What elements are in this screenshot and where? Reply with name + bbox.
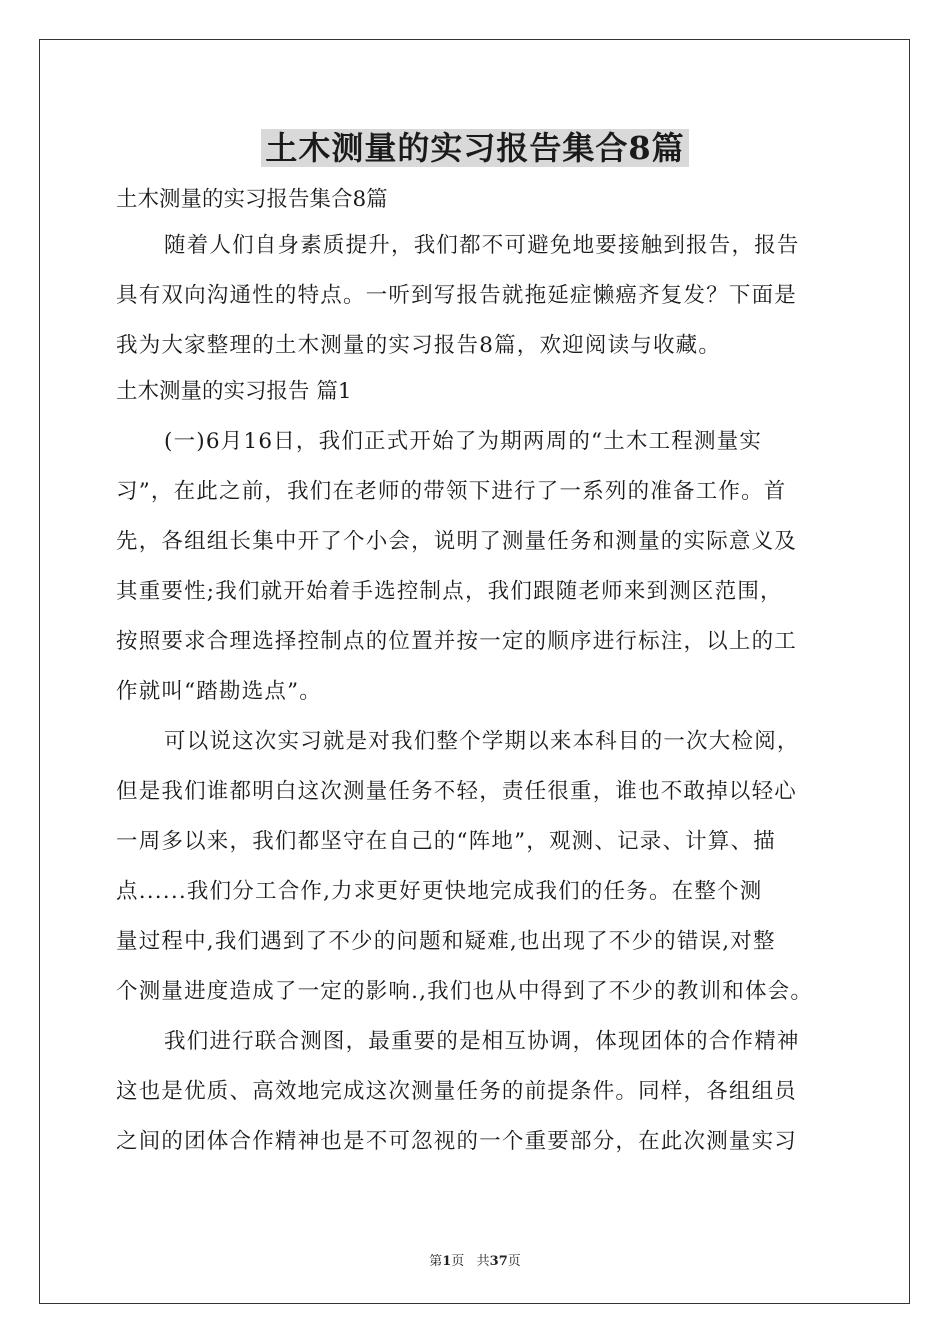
text-line: 之间的团体合作精神也是不可忽视的一个重要部分，在此次测量实习 (116, 1129, 798, 1154)
text-line: 我们进行联合测图，最重要的是相互协调，体现团体的合作精神 (164, 1029, 800, 1054)
section-heading: 土木测量的实习报告 篇1 (116, 379, 352, 404)
document-subtitle: 土木测量的实习报告集合8篇 (116, 187, 388, 212)
text-line: 这也是优质、高效地完成这次测量任务的前提条件。同样，各组组员 (116, 1079, 798, 1104)
text-line: 一周多以来，我们都坚守在自己的“阵地”，观测、记录、计算、描 (116, 829, 776, 854)
page-suffix: 页 (507, 1254, 521, 1269)
intro-paragraph (116, 221, 836, 371)
current-page-number: 1 (442, 1254, 452, 1269)
text-line: 习”，在此之前，我们在老师的带领下进行了一系列的准备工作。首 (116, 479, 787, 504)
page-mid: 页 共 (451, 1254, 490, 1269)
text-line: 其重要性;我们就开始着手选控制点，我们跟随老师来到测区范围， (116, 579, 783, 604)
text-line: 先，各组组长集中开了个小会，说明了测量任务和测量的实际意义及 (116, 529, 798, 554)
text-line: 作就叫“踏勘选点”。 (116, 679, 322, 704)
document-body (116, 179, 836, 1167)
paragraph-3 (116, 1017, 836, 1167)
text-line: 点......我们分工合作,力求更好更快地完成我们的任务。在整个测 (116, 879, 763, 904)
paragraph-1 (116, 417, 836, 717)
text-line: 随着人们自身素质提升，我们都不可避免地要接触到报告，报告 (164, 233, 800, 258)
text-line: 我为大家整理的土木测量的实习报告8篇，欢迎阅读与收藏。 (116, 333, 722, 358)
total-page-count: 37 (489, 1254, 508, 1269)
text-line: 按照要求合理选择控制点的位置并按一定的顺序进行标注，以上的工 (116, 629, 798, 654)
text-line: 具有双向沟通性的特点。一听到写报告就拖延症懒癌齐复发？下面是 (116, 283, 798, 308)
page-prefix: 第 (429, 1254, 443, 1269)
text-line: 量过程中,我们遇到了不少的问题和疑难,也出现了不少的错误,对整 (116, 929, 776, 954)
paragraph-2 (116, 717, 836, 1017)
text-line: 个测量进度造成了一定的影响.,我们也从中得到了不少的教训和体会。 (116, 979, 814, 1004)
text-line: (一)6月16日，我们正式开始了为期两周的“土木工程测量实 (164, 429, 763, 454)
page-number-footer (0, 1250, 950, 1269)
text-line: 可以说这次实习就是对我们整个学期以来本科目的一次大检阅， (164, 729, 800, 754)
document-title: 土木测量的实习报告集合8篇 (0, 126, 950, 170)
text-line: 但是我们谁都明白这次测量任务不轻，责任很重，谁也不敢掉以轻心 (116, 779, 798, 804)
